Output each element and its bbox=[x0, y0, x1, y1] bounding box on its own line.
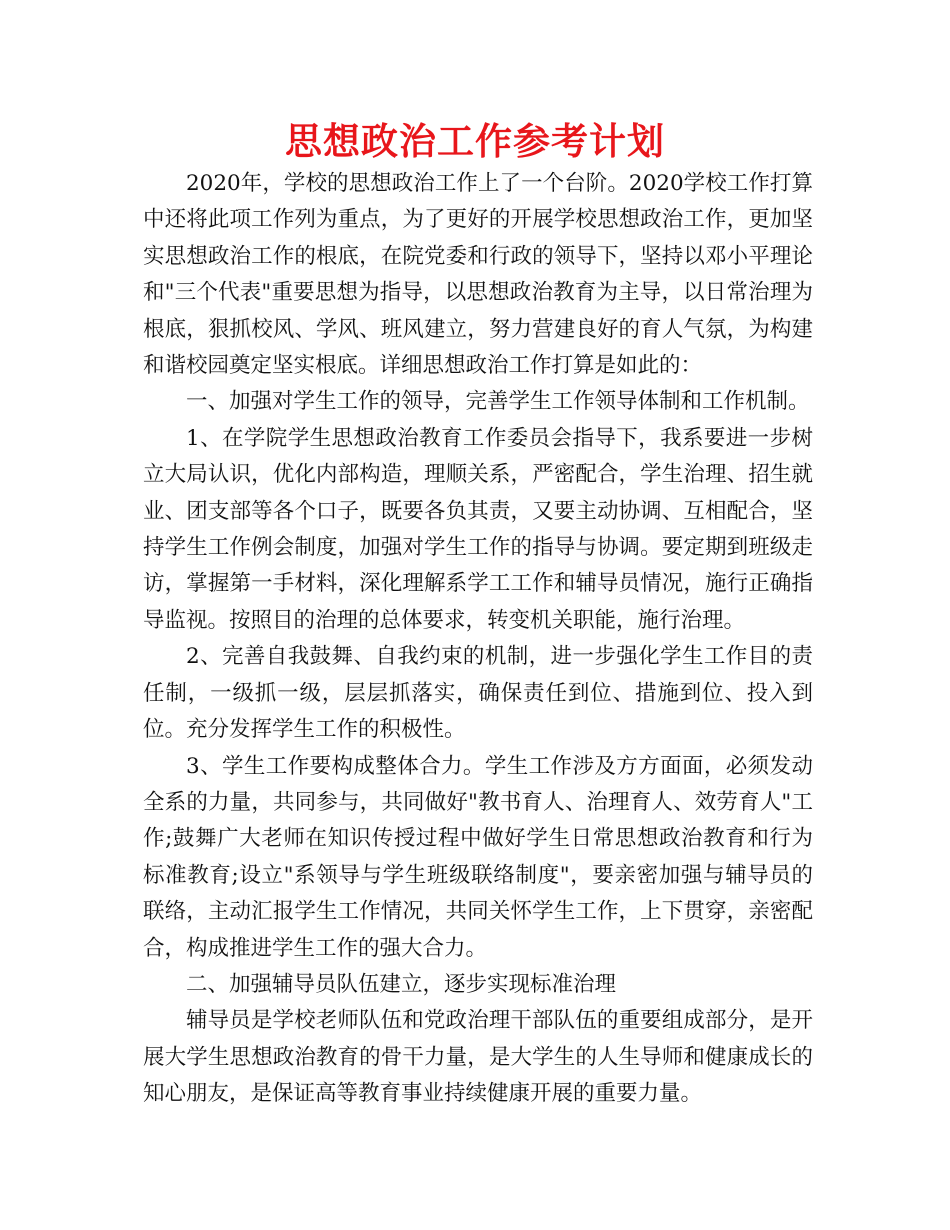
document-body bbox=[143, 166, 813, 1113]
paragraph-item-2: 2、完善自我鼓舞、自我约束的机制，进一步强化学生工作目的责任制，一级抓一级，层层抓落实，确保责任到位、措施到位、投入到位。充分发挥学生工作的积极性。 bbox=[143, 644, 813, 743]
paragraph-item-3: 3、学生工作要构成整体合力。学生工作涉及方方面面，必须发动全系的力量，共同参与，共同做好"教书育人、治理育人、效劳育人"工作;鼓舞广大老师在知识传授过程中做好学生日常思想政治教育和行为标准教育;设立"系领导与学生班级联络制度"，要亲密加强与辅导员的联络，主动汇报学生工作情况，共同关怀学生工作，上下贯穿，亲密配合，构成推进学生工作的强大合力。 bbox=[143, 753, 813, 961]
paragraph-counselors: 辅导员是学校老师队伍和党政治理干部队伍的重要组成部分，是开展大学生思想政治教育的骨干力量，是大学生的人生导师和健康成长的知心朋友，是保证高等教育事业持续健康开展的重要力量。 bbox=[143, 1008, 813, 1107]
paragraph-item-1: 1、在学院学生思想政治教育工作委员会指导下，我系要进一步树立大局认识，优化内部构造，理顺关系，严密配合，学生治理、招生就业、团支部等各个口子，既要各负其责，又要主动协调、互相配合，坚持学生工作例会制度，加强对学生工作的指导与协调。要定期到班级走访，掌握第一手材料，深化理解系学工工作和辅导员情况，施行正确指导监视。按照目的治理的总体要求，转变机关职能，施行治理。 bbox=[143, 425, 813, 633]
document-title: 思想政治工作参考计划 bbox=[285, 120, 665, 163]
section-heading-1: 一、加强对学生工作的领导，完善学生工作领导体制和工作机制。 bbox=[186, 389, 810, 415]
section-heading-2: 二、加强辅导员队伍建立，逐步实现标准治理 bbox=[186, 971, 617, 997]
paragraph-intro: 2020年，学校的思想政治工作上了一个台阶。2020学校工作打算中还将此项工作列为重点，为了更好的开展学校思想政治工作，更加坚实思想政治工作的根底，在院党委和行政的领导下，坚持以邓小平理论和"三个代表"重要思想为指导，以思想政治教育为主导，以日常治理为根底，狠抓校风、学风、班风建立，努力营建良好的育人气氛，为构建和谐校园奠定坚实根底。详细思想政治工作打算是如此的： bbox=[143, 171, 813, 379]
